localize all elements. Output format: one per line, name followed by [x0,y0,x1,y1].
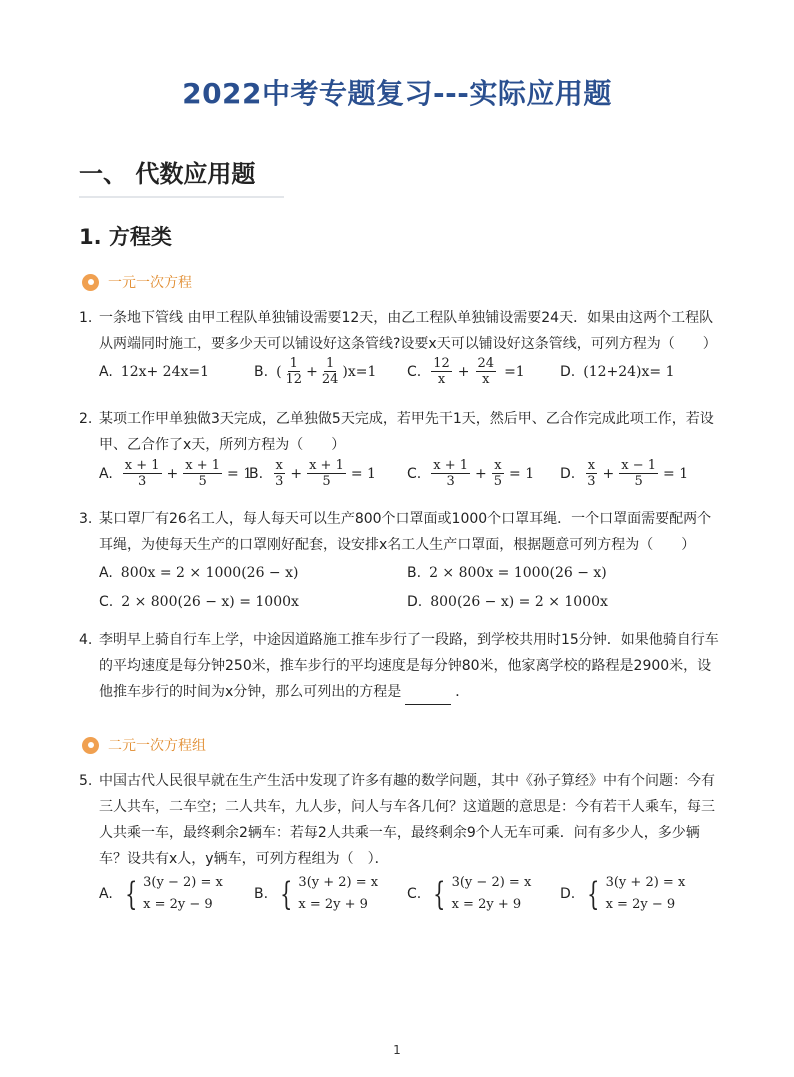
option-label: C. [99,594,114,610]
numerator: x [494,458,502,473]
subsection-heading: 1. 方程类 [79,225,172,249]
plus-sign: + [290,465,303,482]
question-text: 中国古代人民很早就在生产生活中发现了许多有趣的数学问题，其中《孙子算经》中有个问题：今有三人共车，二车空；二人共车，九人步，问人与车各几何？这道题的意思是：今有若干人乘车，每三人共乘一车，最终剩余2辆车：若每2人共乘一车，最终剩余9个人无车可乘．问有多少人，多少辆车？设共有x人，y辆车，可列方程组为（ ）． [99,773,715,867]
question-1 [79,305,719,357]
question-body: 李明早上骑自行车上学，中途因道路施工推车步行了一段路，到学校共用时15分钟．如果他骑自行车的平均速度是每分钟250米，推车步行的平均速度是每分钟80米，他家离学校的路程是2900米，设他推车步行的时间为x分钟，那么可列出的方程是 [99,632,719,700]
option-label: A. [99,465,113,482]
option-d [407,594,608,610]
denominator: x [482,372,490,387]
fraction [307,458,346,489]
numerator: 12 [433,356,450,371]
numerator: x + 1 [433,458,468,473]
equation-row: 3(y + 2) = x [298,875,379,890]
option-d [560,364,675,380]
equation-system [276,872,378,916]
page-title: 2022中考专题复习---实际应用题 [182,77,612,110]
question-number: 4. [79,632,93,648]
numerator: x + 1 [185,458,221,473]
denominator: 5 [198,474,207,489]
topic-heading-linear-system [82,735,206,755]
numerator: x + 1 [309,458,344,473]
option-tail: = 1 [227,465,253,482]
equation-row: x = 2y − 9 [143,897,213,912]
option-label: B. [254,886,269,902]
equation-system [121,872,223,916]
section-underline [79,196,284,198]
numerator: 24 [477,356,495,371]
denominator: x [437,372,446,387]
option-c [407,458,534,489]
option-tail: = 1 [350,465,376,482]
option-text: 800(26 − x) = 2 × 1000x [430,594,608,610]
option-label: B. [407,565,422,581]
numerator: 1 [289,356,298,371]
denominator: 3 [138,474,147,489]
fraction [183,458,222,489]
brace: { [587,875,600,913]
option-label: C. [407,886,422,902]
numerator: x + 1 [124,458,160,473]
option-a [99,565,298,581]
denominator: 12 [285,372,303,387]
topic-heading-linear-equation [82,272,192,292]
plus-sign: + [602,465,615,482]
question-text: 某项工作甲单独做3天完成，乙单独做5天完成，若甲先干1天，然后甲、乙合作完成此项工作，若设甲、乙合作了x天，所列方程为（ ） [99,411,714,453]
lightbulb-icon [82,274,99,291]
option-label: C. [407,363,422,380]
plus-sign: + [457,363,470,380]
denominator: 24 [321,372,339,387]
option-text: 2 × 800x = 1000(26 − x) [429,565,607,581]
section-heading: 一、 代数应用题 [79,160,256,188]
option-label: A. [99,364,113,380]
brace: { [124,875,138,913]
fraction [585,458,597,489]
denominator: 3 [275,474,284,489]
page-number: 1 [393,1043,401,1057]
fraction [619,458,658,489]
question-number: 5. [79,773,93,789]
brace: { [433,875,446,913]
denominator: 3 [446,474,455,489]
option-label: A. [99,565,113,581]
question-2 [79,406,719,458]
option-tail: = 1 [509,465,535,482]
numerator: x [587,458,596,473]
plus-sign: + [475,465,487,482]
equation-system [429,872,531,916]
option-label: A. [99,886,113,902]
option-label: D. [560,465,576,482]
option-b [254,872,378,916]
equation-row: x = 2y + 9 [451,897,522,912]
option-b [249,458,376,489]
question-text [99,627,719,705]
option-label: C. [407,465,422,482]
option-label: D. [407,594,423,610]
denominator: 5 [322,474,331,489]
numerator: x − 1 [621,458,657,473]
brace: { [280,875,293,913]
fraction [123,458,162,489]
option-a [99,458,252,489]
denominator: 5 [634,474,643,489]
fraction [284,356,305,387]
option-label: B. [254,363,269,380]
option-label: B. [249,465,264,482]
lightbulb-icon [82,737,99,754]
option-a [99,872,223,916]
plus-sign: + [306,363,318,380]
option-text: 2 × 800(26 − x) = 1000x [121,594,299,610]
plus-sign: + [166,465,179,482]
topic-label: 一元一次方程 [108,275,192,291]
topic-label: 二元一次方程组 [108,738,206,754]
option-c [407,356,525,387]
option-d [560,872,685,916]
question-number: 1. [79,310,93,326]
option-text: 800x = 2 × 1000(26 − x) [120,565,299,581]
numerator: 1 [325,356,335,371]
fraction [492,458,504,489]
question-text: 某口罩厂有26名工人，每人每天可以生产800个口罩面或1000个口罩耳绳．一个口罩面需要配两个耳绳，为使每天生产的口罩刚好配套，设安排x名工人生产口罩面，根据题意可列方程为（ ） [99,511,712,553]
numerator: x [275,458,283,473]
denominator: 5 [493,474,503,489]
option-tail: )x=1 [342,363,377,380]
equation-row: 3(y + 2) = x [605,875,686,890]
option-b [254,356,376,387]
equation-row: x = 2y + 9 [298,897,368,912]
answer-blank [405,690,451,705]
question-text: 一条地下管线 由甲工程队单独铺设需要12天，由乙工程队单独铺设需要24天．如果由这两个工程队从两端同时施工，要多少天可以铺设好这条管线?设要x天可以铺设好这条管线，可列方程为（ ） [99,310,717,352]
question-4 [79,627,719,705]
question-5 [79,768,719,872]
option-text: 12x+ 24x=1 [120,364,210,380]
option-d [560,458,688,489]
paren: ( [276,363,282,380]
question-number: 2. [79,411,93,427]
fraction [320,356,341,387]
option-label: D. [560,886,576,902]
option-tail: = 1 [663,465,689,482]
option-tail: =1 [504,363,525,380]
question-tail: ． [455,684,470,700]
option-a [99,364,209,380]
option-c [407,872,531,916]
option-label: D. [560,364,576,380]
fraction [431,458,470,489]
fraction [476,356,497,387]
denominator: 3 [587,474,596,489]
equation-row: x = 2y − 9 [605,897,676,912]
equation-system [583,872,685,916]
option-text: (12+24)x= 1 [583,364,675,380]
fraction [431,356,452,387]
question-3 [79,506,719,558]
option-b [407,565,607,581]
question-number: 3. [79,511,93,527]
equation-row: 3(y − 2) = x [451,875,532,890]
option-c [99,594,299,610]
fraction [273,458,285,489]
equation-row: 3(y − 2) = x [143,875,223,890]
